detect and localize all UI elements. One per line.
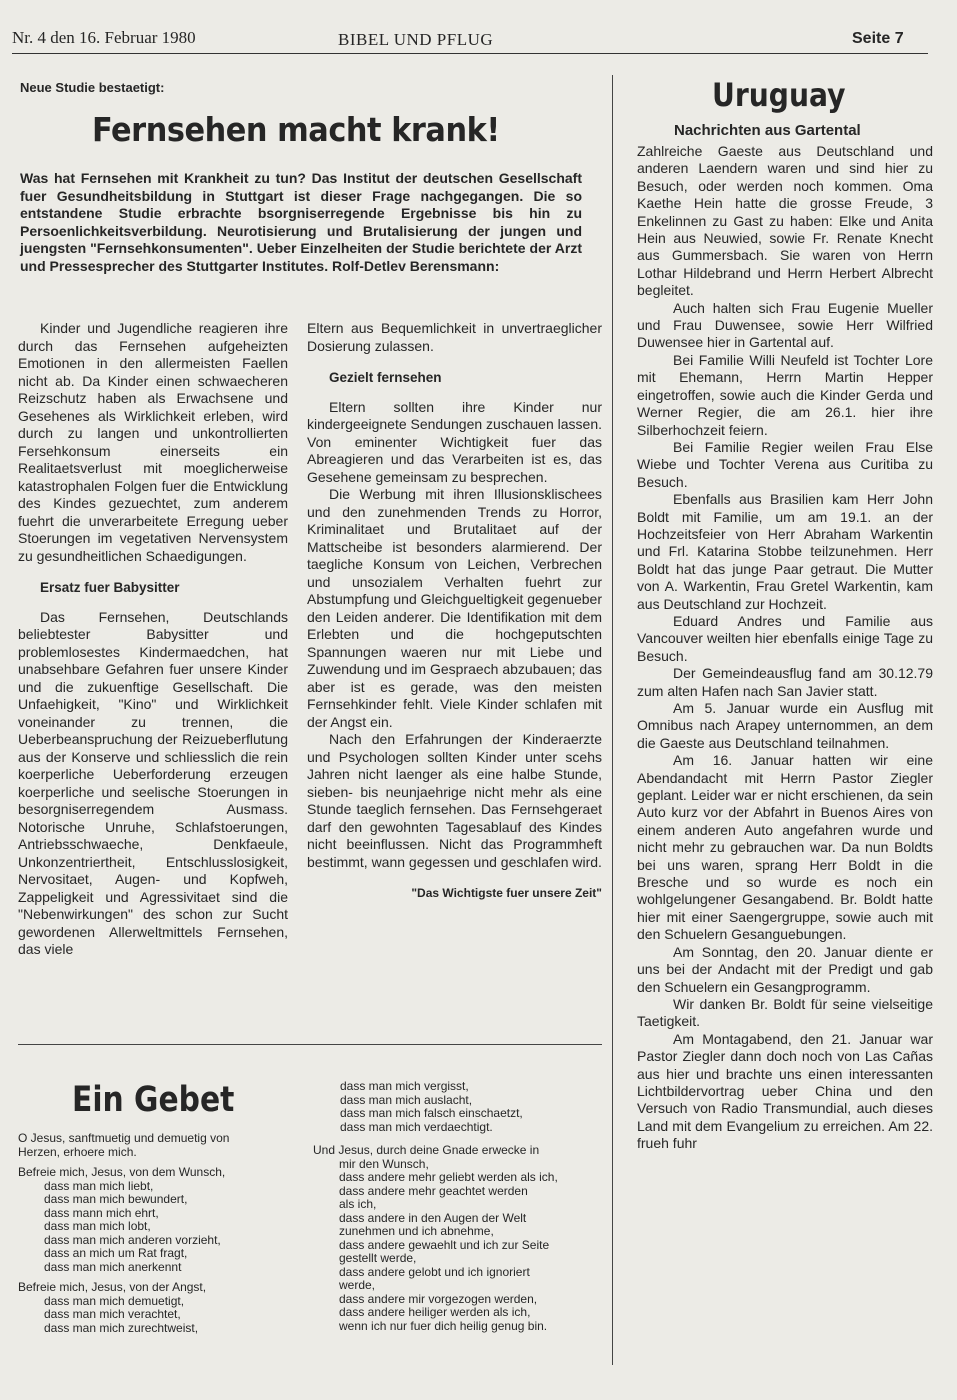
prayer-line: dass andere gelobt und ich ignoriert: [339, 1264, 530, 1279]
article-paragraph: Eltern sollten ihre Kinder nur kindergeeignete Sendungen zuschauen lassen. Von eminenter Wichtigkeit fuer das Abreagieren und das Verarbeiten ist es, das Gesehene gemeinsam zu besprechen.: [307, 398, 603, 485]
prayer-line: dass andere mir vorgezogen werden,: [339, 1291, 538, 1306]
article-lead: Was hat Fernsehen mit Krankheit zu tun? Das Institut der deutschen Gesellschaft fuer Gesundheitsbildung in Stuttgart ist dieser Frage nachgegangen. Die so entstandene Studie erbrachte bsorgniserregende Ergebnisse bis hin zu Persoenlichkeitsverbildung. Neurotisierung und Brutalisierung der jungen und juengsten "Fernsehkonsumenten". Ueber Einzelheiten der Studie berichtete der Arzt und Pressesprecher des Stuttgarter Institutes. Rolf-Detlev Berensmann:: [20, 170, 582, 274]
column-divider: [612, 75, 613, 1365]
prayer-line: dass man mich zurechtweist,: [44, 1320, 199, 1335]
prayer-line: dass man mich verdaechtigt.: [340, 1119, 493, 1134]
prayer-line: zunehmen und ich abnehme,: [339, 1224, 494, 1238]
prayer-line: werde,: [339, 1278, 376, 1292]
prayer-stanza-1: [18, 1166, 293, 1274]
uruguay-paragraph: Auch halten sich Frau Eugenie Mueller und Frau Duwensee, sowie Herr Wilfried Duwensee hier in Gartental auf.: [637, 299, 933, 351]
uruguay-paragraph: Wir danken Br. Boldt für seine vielseitige Taetigkeit.: [637, 995, 933, 1030]
prayer-intro: [18, 1132, 293, 1159]
prayer-line: dass man mich anerkennt: [44, 1259, 182, 1274]
article-column-2: [307, 320, 602, 903]
prayer-stanza-3: [313, 1144, 603, 1333]
article-headline: Fernsehen macht krank!: [92, 110, 500, 149]
prayer-line: Und Jesus, durch deine Gnade erwecke in: [313, 1143, 540, 1157]
prayer-line: dass man mich liebt,: [44, 1178, 154, 1193]
prayer-line: dass andere heiliger werden als ich,: [339, 1305, 531, 1319]
article-subheading: Ersatz fuer Babysitter: [40, 580, 180, 595]
uruguay-paragraph: Eduard Andres und Familie aus Vancouver weilten hier ebenfalls einige Tage zu Besuch.: [637, 612, 933, 664]
prayer-line: dass andere mehr geliebt werden als ich,: [339, 1170, 558, 1184]
header-rule: [12, 53, 928, 54]
uruguay-paragraph: Bei Familie Willi Neufeld ist Tochter Lore mit Ehemann, Herrn Martin Hepper eingetroffen, sowie auch die Kinder Gerda und Werner Regier, die am 26.1. hier ihre Silberhochzeit feiern.: [637, 351, 933, 438]
prayer-line: dass man mich falsch einschaetzt,: [340, 1106, 523, 1120]
section-divider: [18, 1044, 602, 1045]
article-paragraph: Eltern aus Bequemlichkeit in unvertraeglicher Dosierung zulassen.: [307, 320, 602, 354]
prayer-line: dass man mich verachtet,: [44, 1307, 181, 1321]
prayer-line: dass man mich bewundert,: [44, 1192, 188, 1206]
prayer-stanza-continued: [313, 1080, 603, 1134]
prayer-line: dass an mich um Rat fragt,: [44, 1246, 188, 1260]
prayer-line: wenn ich nur fuer dich heilig genug bin.: [339, 1318, 548, 1333]
uruguay-paragraph: Bei Familie Regier weilen Frau Else Wiebe und Tochter Verena aus Curitiba zu Besuch.: [637, 438, 933, 490]
uruguay-paragraph: Zahlreiche Gaeste aus Deutschland und anderen Laendern waren und sind hier zu Besuch, oder werden noch kommen. Oma Kaethe Hein hatte die grosse Freude, 3 Enkelinnen zu Gast zu haben: Elke und Anita Hein aus Neuwied, sowie Fr. Renate Knecht aus Gummersbach. Sie waren von Herrn Lothar Hildebrand und Herrn Herbert Albrecht begleitet.: [637, 143, 933, 299]
uruguay-body: [637, 143, 933, 1153]
prayer-line: Herzen, erhoere mich.: [18, 1144, 137, 1159]
prayer-line: mir den Wunsch,: [339, 1156, 429, 1171]
page-number: Seite 7: [852, 30, 904, 47]
issue-date: Nr. 4 den 16. Februar 1980: [12, 28, 196, 47]
article-column-1: [18, 320, 288, 959]
article-subheading: Gezielt fernsehen: [329, 370, 442, 385]
prayer-line: O Jesus, sanftmuetig und demuetig von: [18, 1131, 230, 1145]
prayer-line: dass man mich auslacht,: [340, 1092, 473, 1107]
uruguay-paragraph: Der Gemeindeausflug fand am 30.12.79 zum alten Hafen nach San Javier statt.: [637, 665, 933, 699]
prayer-line: dass man mich demuetigt,: [44, 1293, 185, 1308]
article-paragraph: Kinder und Jugendliche reagieren ihre durch das Fernsehen aufgeheizten Emotionen in den allermeisten Faellen nicht ab. Da Kinder einen schwaecheren Reizschutz haben als Erwachsene und Gesehenes als Wirklichkeit erleben, wird durch zu langen und unkontrollierten Fersehkonsum einerseits ein Realitaetsverlust mit moeglicherweise katastrophalen Folgen fuer die Entwicklung des Kindes gezuechtet, zum anderem fuehrt die unverarbeitete Erregung ueber Stoerungen im vegetativen Nervensystem zu gesundheitlichen Schaedigungen.: [18, 320, 288, 564]
prayer-line: dass man mich lobt,: [44, 1219, 151, 1233]
uruguay-paragraph: Am 16. Januar hatten wir eine Abendandacht mit Herrn Pastor Ziegler geplant. Leider war er nicht erschienen, da sein Auto kurz vor der Abfahrt in Buenos Aires von einem anderen Auto angefahren wurde und nicht mehr zu gebrauchen war. Da nun Boldts bei uns waren, sprang Herr Boldt in die Bresche und so wurde es noch ein wohlgelungener Gesangabend. Br. Boldt hatte hier mit einer Saengergruppe, sowie auch mit den Schuelern Gesanguebungen.: [637, 752, 933, 943]
uruguay-paragraph: Ebenfalls aus Brasilien kam Herr John Boldt mit Familie, um am 19.1. an der Hochzeitsfeier von Herr Abraham Warkentin und Frl. Katarina Stobbe teilzunehmen. Herr Boldt hat das junge Paar getraut. Die Mutter von A. Warkentin, Frau Gretel Warkentin, kam aus Deutschland zur Hochzeit.: [637, 491, 933, 612]
prayer-line: Befreie mich, Jesus, von der Angst,: [18, 1280, 207, 1294]
uruguay-paragraph: Am 5. Januar wurde ein Ausflug mit Omnibus nach Arapey unternommen, an dem die Gaeste aus Deutschland teilnahmen.: [637, 700, 933, 751]
prayer-line: dass man mich vergisst,: [340, 1079, 469, 1093]
prayer-title: Ein Gebet: [72, 1080, 235, 1120]
prayer-line: dass andere in den Augen der Welt: [339, 1210, 527, 1225]
prayer-stanza-2: [18, 1281, 293, 1335]
prayer-line: dass andere gewaehlt und ich zur Seite: [339, 1237, 550, 1252]
article-paragraph: Die Werbung mit ihren Illusionsklischees und den zunehmenden Trends zu Horror, Kriminalitaet und Brutalitaet auf der Mattscheibe ist besonders alarmierend. Der taegliche Konsum von Leichen, Verbrechen und unsozialem Verhalten fuehrt zur Abstumpfung und Gleichgueltigkeit gegenueber den Leiden anderer. Die Identifikation mit dem Erlebten und die hochgeputschten Spannungen waeren nur mit Liebe und Zuwendung und im Gespraech abzubauen; das aber ist es gerade, was den meisten Fernsehkinder fehlt. Viele Kinder schlafen mit der Angst ein.: [307, 486, 602, 730]
uruguay-subtitle: Nachrichten aus Gartental: [674, 122, 861, 139]
uruguay-title: Uruguay: [712, 76, 846, 114]
uruguay-paragraph: Am Sonntag, den 20. Januar diente er uns bei der Andacht mit der Predigt und gab den Schuelern ein Gesangprogramm.: [637, 943, 933, 995]
prayer-line: dass andere mehr geachtet werden: [339, 1183, 528, 1198]
article-source: "Das Wichtigste fuer unsere Zeit": [411, 886, 602, 900]
prayer-line: dass man mich anderen vorzieht,: [44, 1232, 221, 1247]
prayer-line: als ich,: [339, 1197, 377, 1211]
prayer-line: dass mann mich ehrt,: [44, 1205, 159, 1220]
article-paragraph: Nach den Erfahrungen der Kinderaerzte und Psychologen sollten Kinder unter scehs Jahren nicht laenger als eine halbe Stunde, sieben- bis neunjaehrige nicht mehr als eine Stunde taeglich fernsehen. Das Fernsehgeraet darf den gewohnten Tagesablauf des Kindes nicht beeinflussen. Nicht das Programmheft bestimmt, wann gegessen und geschlafen wird.: [307, 731, 602, 870]
prayer-line: gestellt werde,: [339, 1251, 417, 1265]
newspaper-title: BIBEL UND PFLUG: [338, 30, 494, 49]
prayer-line: Befreie mich, Jesus, von dem Wunsch,: [18, 1165, 226, 1179]
prayer-right-column: [313, 1080, 603, 1340]
article-paragraph: Das Fernsehen, Deutschlands beliebtester Babysitter und problemlosestes Kindermaedchen, hat unabsehbare Gefahren fuer unsere Kinder und die zukuenftige Gesellschaft. Die Unfaehigkeit, "Kino" und Wirklichkeit voneinander zu trennen, die Ueberbeanspruchung der Reizueberflutung aus der Konserve und schliesslich die rein koerperliche Ueberforderung erzeugen koerperliche und seelische Stoerungen in besorgniserregendem Ausmass. Notorische Unruhe, Schlafstoerungen, Antriebsschwaeche, Denkfaeule, Unkonzentriertheit, Entschlusslosigkeit, Nervositaet, Augen- und Kopfweh, Zappeligkeit und Agressivitaet sind die "Nebenwirkungen" des schon zur Sucht gewordenen Allerweltmittels Fernsehen, das viele: [18, 608, 288, 957]
article-kicker: Neue Studie bestaetigt:: [20, 80, 165, 95]
uruguay-paragraph: Am Montagabend, den 21. Januar war Pastor Ziegler dann doch noch von Las Cañas aus hier und brachte uns einen interessanten Lichtbildervortrag ueber China und den Versuch von Radio Transmundial, auch dieses Land mit dem Evangelium zu erreichen. Am 22. frueh fuhr: [637, 1030, 933, 1152]
prayer-left-column: [18, 1132, 293, 1342]
